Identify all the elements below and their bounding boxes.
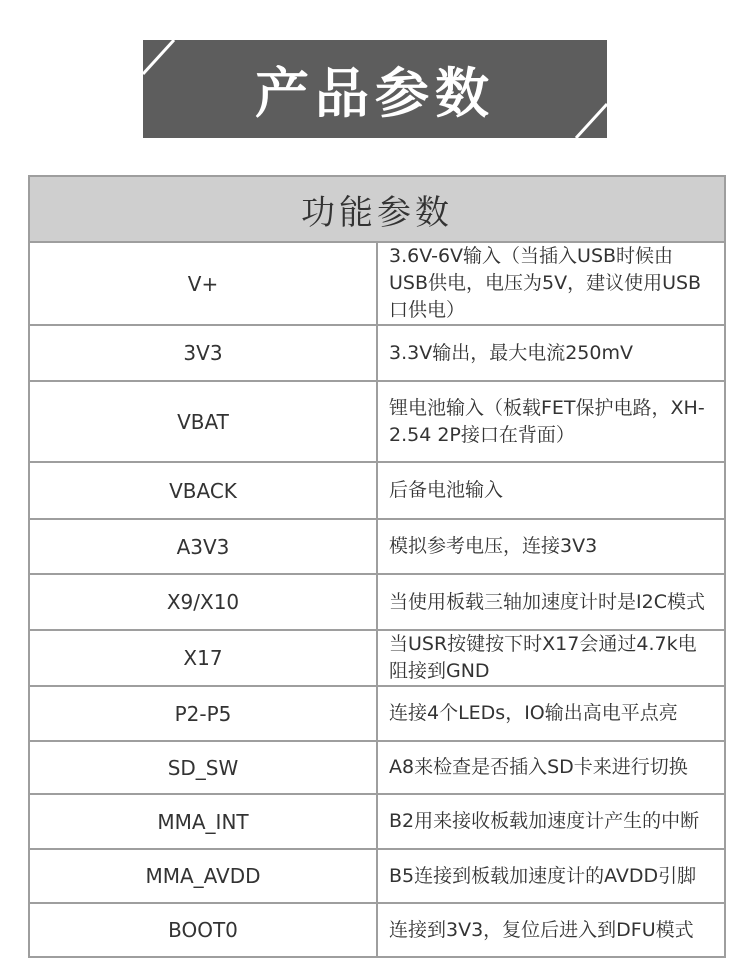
- title-banner: [143, 40, 607, 138]
- param-name: SD_SW: [29, 741, 377, 794]
- param-desc: 当使用板载三轴加速度计时是I2C模式: [377, 574, 725, 630]
- param-desc: 当USR按键按下时X17会通过4.7k电阻接到GND: [377, 630, 725, 686]
- table-row: [29, 630, 725, 686]
- table-row: [29, 741, 725, 794]
- table-row: [29, 242, 725, 325]
- param-name: MMA_INT: [29, 794, 377, 849]
- table-row: [29, 462, 725, 519]
- param-desc: 连接4个LEDs，IO输出高电平点亮: [377, 686, 725, 741]
- table-row: [29, 794, 725, 849]
- page-title: 产品参数: [255, 61, 495, 125]
- table-header: 功能参数: [29, 176, 725, 242]
- param-desc: 锂电池输入（板载FET保护电路，XH-2.54 2P接口在背面）: [377, 381, 725, 462]
- table-row: [29, 325, 725, 381]
- param-name: V+: [29, 242, 377, 325]
- table-row: [29, 574, 725, 630]
- param-desc: B5连接到板载加速度计的AVDD引脚: [377, 849, 725, 903]
- table-row: [29, 686, 725, 741]
- param-name: MMA_AVDD: [29, 849, 377, 903]
- table-row: [29, 849, 725, 903]
- param-name: X9/X10: [29, 574, 377, 630]
- param-name: A3V3: [29, 519, 377, 574]
- table-row: [29, 381, 725, 462]
- param-desc: 3.3V输出，最大电流250mV: [377, 325, 725, 381]
- param-name: VBACK: [29, 462, 377, 519]
- param-desc: 连接到3V3，复位后进入到DFU模式: [377, 903, 725, 957]
- param-name: BOOT0: [29, 903, 377, 957]
- param-desc: B2用来接收板载加速度计产生的中断: [377, 794, 725, 849]
- param-desc: 模拟参考电压，连接3V3: [377, 519, 725, 574]
- param-desc: 3.6V-6V输入（当插入USB时候由USB供电，电压为5V，建议使用USB口供电）: [377, 242, 725, 325]
- table-header-row: [29, 176, 725, 242]
- param-name: VBAT: [29, 381, 377, 462]
- param-name: X17: [29, 630, 377, 686]
- parameter-table: [28, 175, 726, 958]
- param-name: P2-P5: [29, 686, 377, 741]
- param-desc: 后备电池输入: [377, 462, 725, 519]
- table-row: [29, 903, 725, 957]
- param-name: 3V3: [29, 325, 377, 381]
- table-row: [29, 519, 725, 574]
- param-desc: A8来检查是否插入SD卡来进行切换: [377, 741, 725, 794]
